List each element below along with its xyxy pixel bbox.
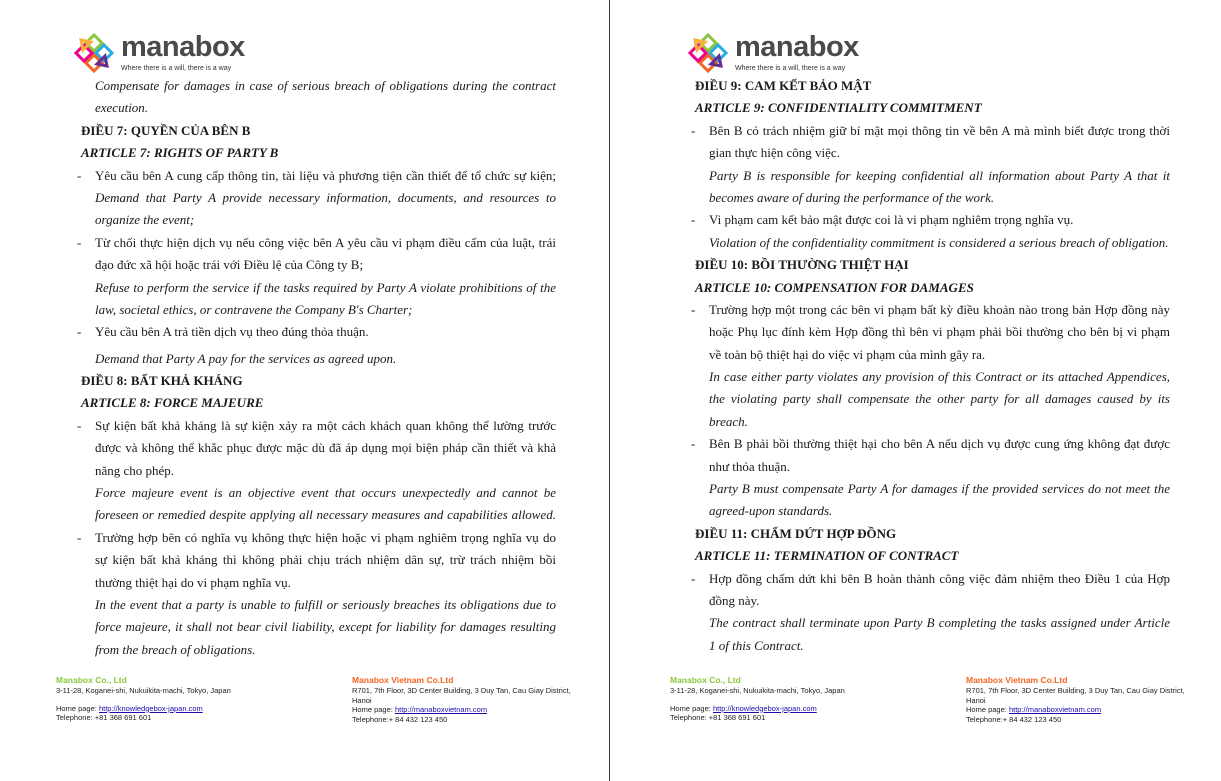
article-heading-en: ARTICLE 8: FORCE MAJEURE [81, 395, 264, 411]
document-page-left [0, 0, 609, 781]
text-line: được và không thể khắc phục được mặc dù đã áp dụng mọi biện pháp cần thiết và khả [95, 440, 556, 456]
article-heading-en: ARTICLE 10: COMPENSATION FOR DAMAGES [695, 279, 974, 295]
article-heading-vi: ĐIỀU 10: BỒI THƯỜNG THIỆT HẠI [695, 257, 909, 273]
text-line: Yêu cầu bên A trả tiền dịch vụ theo đúng thỏa thuận. [95, 324, 369, 340]
footer-company-name: Manabox Vietnam Co.Ltd [966, 675, 1068, 685]
bullet-marker: - [77, 167, 82, 183]
text-line: force majeure, it shall not bear civil liability, except for liability for damages resulting [95, 619, 556, 635]
footer-homepage-label: Home page: [670, 703, 713, 713]
right-content [691, 75, 1170, 657]
brand-name: manabox [121, 31, 245, 63]
text-line: 1 of this Contract. [709, 637, 804, 653]
text-line: hoặc Phụ lục đính kèm Hợp đồng thì bên vi phạm phải bồi thường cho bên bị vi phạm [709, 324, 1170, 340]
bullet-marker: - [691, 122, 696, 138]
text-line: Demand that Party A provide necessary information, documents, and resources to [95, 189, 556, 205]
bullet-marker: - [77, 417, 82, 433]
text-line: agreed-upon standards. [709, 503, 833, 519]
footer-homepage-label: Home page: [56, 703, 99, 713]
list-item [77, 165, 556, 187]
footer-telephone: Telephone: +81 368 691 601 [670, 713, 766, 723]
list-item [77, 415, 556, 437]
list-item [691, 568, 1170, 590]
footer-homepage-link[interactable]: http://knowledgebox-japan.com [712, 703, 817, 713]
manabox-flower-icon [72, 31, 116, 75]
brand-tagline: Where there is a will, there is a way [121, 65, 232, 72]
article-heading-vi: ĐIỀU 7: QUYỀN CỦA BÊN B [81, 122, 251, 138]
footer-address: 3-11-28, Koganei-shi, Nukuikita-machi, Tokyo, Japan [670, 686, 845, 695]
bullet-marker: - [691, 212, 696, 228]
list-item [691, 433, 1170, 455]
document-page-right [610, 0, 1221, 781]
footer-address: R701, 7th Floor, 3D Center Building, 3 Duy Tan, Cau Giay District, [352, 686, 571, 695]
list-item [691, 120, 1170, 142]
text-line: thường thiệt hại do vi phạm nghĩa vụ. [95, 574, 291, 590]
footer-address: Hanoi [352, 695, 372, 705]
bullet-marker: - [77, 529, 82, 545]
text-line: sự kiện bất khả kháng thì không phải chịu trách nhiệm dân sự, trừ trách nhiệm bồi [95, 552, 556, 568]
manabox-flower-icon [686, 31, 730, 75]
footer-address: 3-11-28, Koganei-shi, Nukuikita-machi, Tokyo, Japan [56, 686, 231, 695]
text-line: Party B is responsible for keeping confidential all information about Party A that it [709, 167, 1170, 183]
footer-homepage-link[interactable]: http://manaboxvietnam.com [394, 705, 488, 715]
bullet-marker: - [691, 301, 696, 317]
footer-company-name: Manabox Vietnam Co.Ltd [352, 675, 454, 685]
article-heading-en: ARTICLE 9: CONFIDENTIALITY COMMITMENT [695, 100, 982, 116]
text-line: Trường hợp bên có nghĩa vụ không thực hiện hoặc vi phạm nghiêm trọng nghĩa vụ do [95, 529, 556, 545]
text-line: the violating party shall compensate the other party for all damages caused by its [709, 391, 1170, 407]
bullet-marker: - [691, 436, 696, 452]
brand-name: manabox [735, 31, 859, 63]
text-line: organize the event; [95, 212, 195, 228]
text-line: Party B must compensate Party A for damages if the provided services do not meet the [709, 481, 1170, 497]
footer-vietnam-office [352, 675, 571, 724]
footer-telephone: Telephone: +81 368 691 601 [56, 713, 152, 723]
footer-homepage-label: Home page: [352, 705, 395, 715]
text-line: execution. [95, 100, 149, 116]
text-line: In the event that a party is unable to fulfill or seriously breaches its obligations due to [95, 596, 556, 612]
bullet-marker: - [77, 234, 82, 250]
text-line: becomes aware of during the performance of the work. [709, 189, 995, 205]
footer-japan-office [670, 675, 845, 723]
article-heading-vi: ĐIỀU 9: CAM KẾT BẢO MẬT [695, 78, 872, 93]
footer-address: R701, 7th Floor, 3D Center Building, 3 Duy Tan, Cau Giay District, [966, 686, 1185, 695]
brand-tagline: Where there is a will, there is a way [735, 65, 846, 72]
bullet-marker: - [691, 570, 696, 586]
article-heading-en: ARTICLE 11: TERMINATION OF CONTRACT [695, 548, 959, 564]
text-line: về toàn bộ thiệt hại do việc vi phạm của mình gây ra. [709, 346, 986, 362]
text-line: Hợp đồng chấm dứt khi bên B hoàn thành công việc đảm nhiệm theo Điều 1 của Hợp [709, 570, 1170, 586]
text-line: Demand that Party A pay for the services as agreed upon. [95, 350, 397, 366]
text-line: Vi phạm cam kết bảo mật được coi là vi phạm nghiêm trọng nghĩa vụ. [709, 212, 1074, 228]
text-line: Force majeure event is an objective event that occurs unexpectedly and cannot be [95, 485, 556, 501]
footer-address: Hanoi [966, 695, 986, 705]
article-heading-vi: ĐIỀU 8: BẤT KHẢ KHÁNG [81, 373, 243, 389]
text-line: Bên B phải bồi thường thiệt hại cho bên A nếu dịch vụ được cung ứng không đạt được [709, 436, 1170, 452]
footer-homepage-link[interactable]: http://manaboxvietnam.com [1008, 705, 1102, 715]
footer-homepage-link[interactable]: http://knowledgebox-japan.com [98, 703, 203, 713]
footer-company-name: Manabox Co., Ltd [670, 675, 741, 685]
text-line: foreseen or remedied despite applying all necessary measures and capabilities allowed. [95, 507, 556, 523]
text-line: Trường hợp một trong các bên vi phạm bất kỳ điều khoản nào trong bản Hợp đồng này [709, 301, 1170, 317]
footer-japan-office [56, 675, 231, 723]
text-line: đạo đức xã hội hoặc trái với Điều lệ của Công ty B; [95, 257, 364, 273]
text-line: Refuse to perform the service if the tasks required by Party A violate prohibitions of the [95, 279, 556, 295]
text-line: breach. [709, 413, 748, 429]
text-line: Từ chối thực hiện dịch vụ nếu công việc bên A yêu cầu vi phạm điều cấm của luật, trái [95, 234, 556, 250]
footer-telephone: Telephone:+ 84 432 123 450 [352, 714, 448, 724]
bullet-marker: - [77, 324, 82, 340]
text-line: Sự kiện bất khả kháng là sự kiện xảy ra một cách khách quan không thể lường trước [95, 417, 556, 433]
list-item [691, 209, 1170, 231]
text-line: law, societal ethics, or contravene the Company B's Charter; [95, 301, 413, 317]
article-heading-en: ARTICLE 7: RIGHTS OF PARTY B [81, 145, 279, 161]
footer-company-name: Manabox Co., Ltd [56, 675, 127, 685]
list-item [77, 321, 556, 343]
text-line: from the breach of obligations. [95, 641, 256, 657]
article-heading-vi: ĐIỀU 11: CHẤM DỨT HỢP ĐỒNG [695, 525, 897, 541]
list-item [77, 232, 556, 254]
footer-telephone: Telephone:+ 84 432 123 450 [966, 714, 1062, 724]
text-line: Compensate for damages in case of serious breach of obligations during the contract [95, 78, 556, 93]
list-item [77, 527, 556, 549]
list-item [691, 299, 1170, 321]
left-content [77, 75, 556, 661]
text-line: In case either party violates any provision of this Contract or its attached Appendices, [709, 369, 1170, 385]
text-line: Bên B có trách nhiệm giữ bí mật mọi thông tin về bên A mà mình biết được trong thời [709, 122, 1170, 138]
footer-homepage-label: Home page: [966, 705, 1009, 715]
footer-vietnam-office [966, 675, 1185, 724]
text-line: năng cho phép. [95, 462, 175, 478]
text-line: Yêu cầu bên A cung cấp thông tin, tài liệu và phương tiện cần thiết để tổ chức sự kiện; [95, 167, 556, 183]
text-line: gian thực hiện công việc. [709, 145, 840, 161]
text-line: đồng này. [709, 592, 760, 608]
text-line: The contract shall terminate upon Party B completing the tasks assigned under Article [709, 615, 1170, 631]
text-line: như thỏa thuận. [709, 458, 791, 474]
text-line: Violation of the confidentiality commitment is considered a serious breach of obligation. [709, 234, 1169, 250]
